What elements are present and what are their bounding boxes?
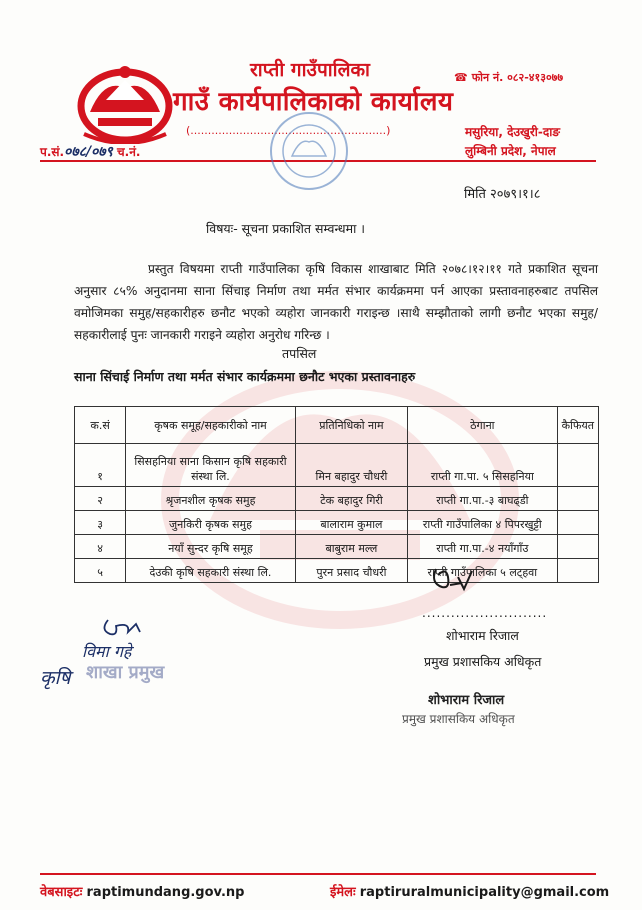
cell-representative: मिन बहादुर चौधरी [295,444,407,487]
cell-sn: ५ [75,559,126,583]
section-chief-stamp: शाखा प्रमुख [86,662,165,683]
table-row [75,559,599,583]
cell-sn: ३ [75,511,126,535]
signatory-title: प्रमुख प्रशासकिय अधिकृत [424,654,542,669]
cell-remark [557,559,598,583]
cell-address: राप्ती गा.पा.-३ बाघढ्डी [408,487,557,511]
cell-group: सिसहनिया साना किसान कृषि सहकारी संस्था लि. [126,444,296,487]
letter-date: मिति २०७९।१।८ [464,187,541,202]
stamp-title: प्रमुख प्रशासकिय अधिकृत [402,712,515,726]
table-title: साना सिंचाई निर्माण तथा मर्मत संभार कार्यक्रममा छनौट भएका प्रस्तावनाहरु [74,369,416,384]
cell-address: राप्ती गा.पा.-४ नयाँगाँउ [408,535,557,559]
signature-scribble-icon [428,563,478,597]
dotted-line: (........................................................) [186,124,391,137]
address-line-2: लुम्बिनी प्रदेश, नेपाल [465,144,556,158]
office-name: गाउँ कार्यपालिकाको कार्यालय [173,87,454,117]
reference-number: प.सं.०७८/०७९ च.नं. [40,144,141,160]
office-seal-icon [268,110,350,192]
cell-representative: टेक बहादुर गिरी [295,487,407,511]
dispatch-label: च.नं. [117,145,141,159]
municipality-name: राप्ती गाउँपालिका [250,59,370,81]
table-row [75,511,599,535]
cell-representative: बाबुराम मल्ल [295,535,407,559]
signature-line: .......................... [422,606,548,620]
letter-subject: विषयः- सूचना प्रकाशित सम्वन्धमा । [206,221,366,236]
handwritten-name: विमा गहे [82,642,132,661]
phone-number: ☎ फोन नं. ०८२-४१३०७७ [454,71,564,84]
email-link[interactable]: raptiruralmunicipality@gmail.com [359,885,610,900]
footer-website: वेबसाइटः raptimundang.gov.np [40,885,245,900]
cell-representative: बालाराम कुमाल [295,511,407,535]
cell-remark [557,487,598,511]
phone-icon: ☎ [454,71,468,84]
column-header: कृषक समूह/सहकारीको नाम [126,407,296,444]
cell-remark [557,444,598,487]
cell-group: देउकी कृषि सहकारी संस्था लि. [126,559,296,583]
footer-email: ईमेलः raptiruralmunicipality@gmail.com [330,885,610,900]
column-header: क.सं [75,407,126,444]
cell-sn: १ [75,444,126,487]
cell-remark [557,511,598,535]
cell-group: नयाँ सुन्दर कृषि समूह [126,535,296,559]
cell-address: राप्ती गाउँपालिका ४ पिपरखुट्टी [408,511,557,535]
cell-group: जुनकिरी कृषक समुह [126,511,296,535]
cell-representative: पुरन प्रसाद चौधरी [295,559,407,583]
cell-sn: ४ [75,535,126,559]
stamp-name: शोभाराम रिजाल [428,693,505,708]
table-row [75,535,599,559]
column-header: कैफियत [557,407,598,444]
cell-sn: २ [75,487,126,511]
annex-heading: तपसिल [282,346,317,361]
cell-remark [557,535,598,559]
column-header: ठेगाना [408,407,557,444]
footer-divider [40,873,596,875]
address-line-1: मसुरिया, देउखुरी-दाङ [465,125,560,139]
cell-address: राप्ती गा.पा. ५ सिसहनिया [408,444,557,487]
website-link[interactable]: raptimundang.gov.np [86,885,245,900]
table-row [75,444,599,487]
nepal-emblem-icon [76,60,174,144]
table-row [75,487,599,511]
cell-address: राप्ती गाउँपालिका ५ लट्हवा [408,559,557,583]
signatory-name: शोभाराम रिजाल [446,628,519,643]
letter-paragraph: प्रस्तुत विषयमा राप्ती गाउँपालिका कृषि विकास शाखाबाट मिति २०७८।१२।११ गते प्रकाशित सूचना अनुसार ८५% अनुदानमा साना सिंचाइ निर्माण तथा मर्मत संभार कार्यक्रममा पर्न आएका प्रस्तावनाहरुबाट तपसिल वमोजिमका समुह/सहकारीहरु छनौट भएको व्यहोरा जानकारी गराइन्छ ।साथै सम्झौताको लागी छनौट भएका समुह/सहकारीलाई पुनः जानकारी गराइने व्यहोरा अनुरोध गरिन्छ । [74,262,598,342]
selected-proposals-table [74,406,599,583]
cell-group: श्रृजनशील कृषक समुह [126,487,296,511]
reference-value: ०७८/०७९ [64,144,113,160]
column-header: प्रतिनिधिको नाम [295,407,407,444]
handwritten-title: कृषि [40,667,71,689]
